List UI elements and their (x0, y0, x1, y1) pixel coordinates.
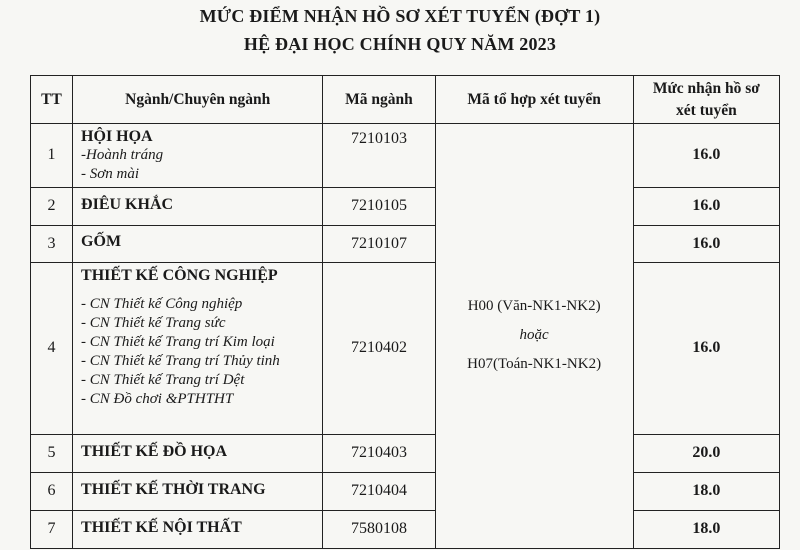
row-code: 7210107 (323, 225, 435, 262)
row-score: 18.0 (633, 510, 779, 548)
document-title-line2: HỆ ĐẠI HỌC CHÍNH QUY NĂM 2023 (243, 34, 557, 54)
row-code: 7210103 (323, 124, 435, 188)
row-code: 7210402 (323, 262, 435, 434)
table-row (31, 472, 780, 510)
row-tt: 6 (31, 472, 73, 510)
table-row (31, 225, 780, 262)
row-major (73, 262, 323, 434)
document-title-line1: MỨC ĐIỂM NHẬN HỒ SƠ XÉT TUYỂN (ĐỢT 1) (199, 6, 601, 26)
combination-or: hoặc (519, 327, 549, 344)
row-score: 18.0 (633, 472, 779, 510)
row-tt: 2 (31, 187, 73, 225)
sub-major: - Sơn mài (81, 165, 140, 182)
header-major: Ngành/Chuyên ngành (73, 76, 323, 124)
major-name: THIẾT KẾ ĐỒ HỌA (81, 442, 228, 460)
major-name: THIẾT KẾ CÔNG NGHIỆP (81, 266, 278, 284)
combination-h07: H07(Toán-NK1-NK2) (467, 356, 602, 373)
row-tt: 7 (31, 510, 73, 548)
major-name: HỘI HỌA (81, 128, 153, 145)
combination-cell (435, 124, 633, 549)
sub-major: - CN Đồ chơi &PTHTHT (81, 390, 234, 407)
sub-major: - CN Thiết kế Trang trí Dệt (81, 371, 245, 388)
row-score: 16.0 (633, 124, 779, 188)
row-tt: 4 (31, 262, 73, 434)
row-tt: 3 (31, 225, 73, 262)
major-name: THIẾT KẾ THỜI TRANG (81, 480, 266, 498)
sub-major: - CN Thiết kế Trang trí Kim loại (81, 333, 275, 350)
table-row (31, 434, 780, 472)
row-code: 7210404 (323, 472, 435, 510)
sub-major: - CN Thiết kế Trang trí Thủy tinh (81, 352, 280, 369)
row-code: 7210105 (323, 187, 435, 225)
row-score: 16.0 (633, 262, 779, 434)
row-code: 7210403 (323, 434, 435, 472)
header-score: Mức nhận hồ sơ xét tuyển (633, 76, 779, 124)
sub-major: - CN Thiết kế Công nghiệp (81, 295, 243, 312)
row-score: 16.0 (633, 187, 779, 225)
table-row (31, 187, 780, 225)
major-name: GỐM (81, 233, 122, 250)
row-major (73, 124, 323, 188)
row-score: 16.0 (633, 225, 779, 262)
admission-score-table (30, 75, 780, 549)
row-major (73, 434, 323, 472)
table-row (31, 124, 780, 188)
row-tt: 1 (31, 124, 73, 188)
header-tt: TT (31, 76, 73, 124)
table-header-row (31, 76, 780, 124)
row-tt: 5 (31, 434, 73, 472)
major-name: THIẾT KẾ NỘI THẤT (81, 518, 242, 536)
header-code: Mã ngành (323, 76, 435, 124)
row-major (73, 187, 323, 225)
major-name: ĐIÊU KHẮC (81, 195, 174, 213)
combination-h00: H00 (Văn-NK1-NK2) (467, 297, 601, 314)
row-code: 7580108 (323, 510, 435, 548)
header-combination: Mã tổ hợp xét tuyển (435, 76, 633, 124)
row-score: 20.0 (633, 434, 779, 472)
sub-major: - CN Thiết kế Trang sức (81, 314, 226, 331)
row-major (73, 472, 323, 510)
sub-major: -Hoành tráng (81, 147, 164, 163)
row-major (73, 225, 323, 262)
table-row (31, 510, 780, 548)
table-row (31, 262, 780, 434)
row-major (73, 510, 323, 548)
